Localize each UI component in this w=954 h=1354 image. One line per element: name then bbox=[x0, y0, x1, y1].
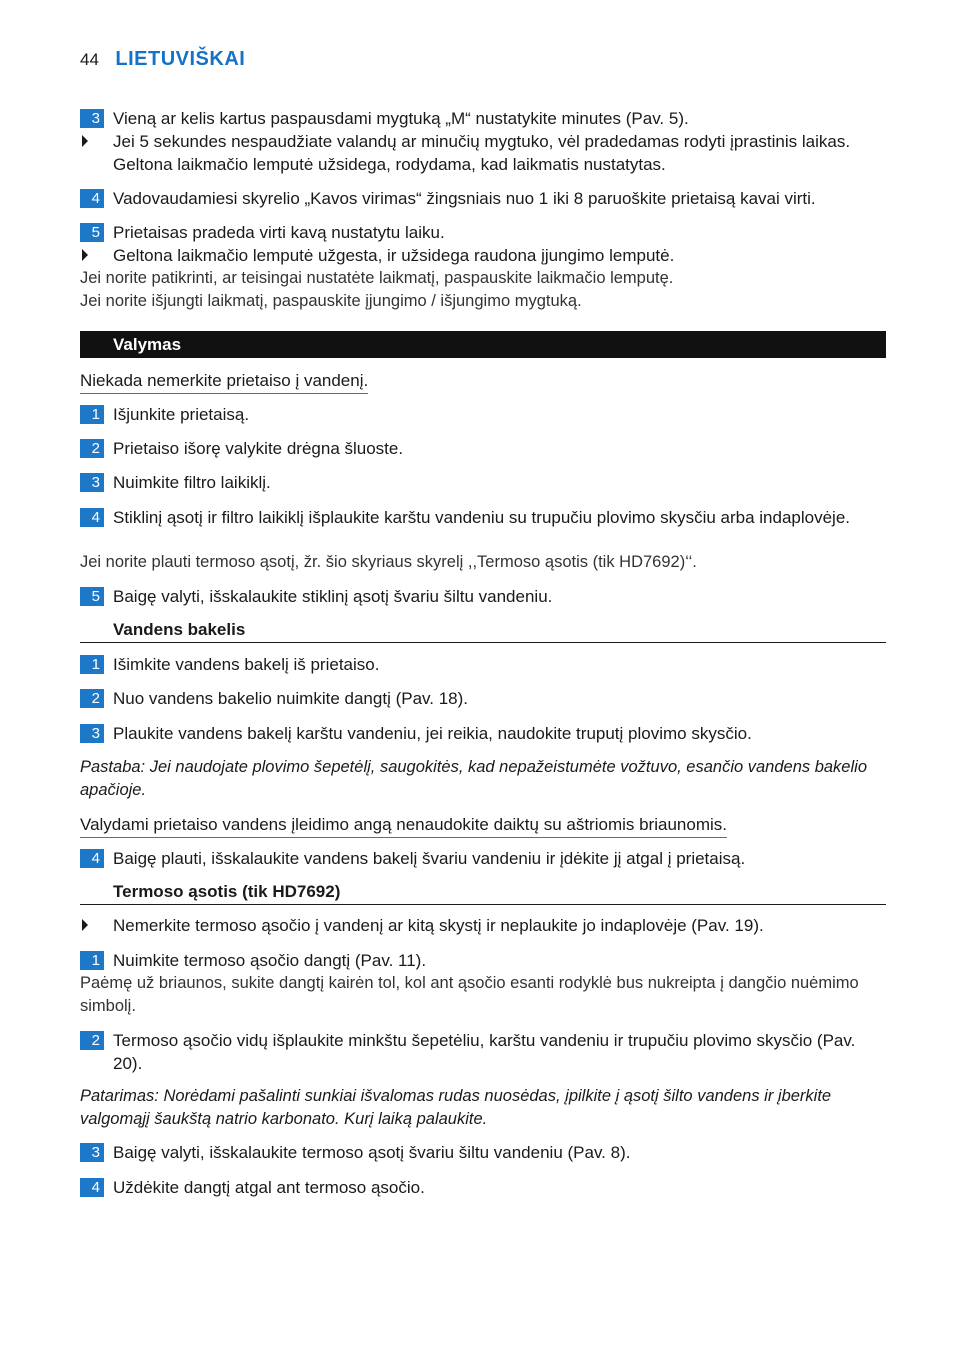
step-number-badge: 5 bbox=[80, 587, 104, 606]
step-text: Plaukite vandens bakelį karštu vandeniu, jei reikia, naudokite truputį plovimo skysčio. bbox=[113, 724, 752, 743]
timer-step-4 bbox=[80, 187, 886, 210]
step-number-badge: 2 bbox=[80, 1031, 104, 1050]
timer-step-3 bbox=[80, 107, 886, 130]
step-text: Stiklinį ąsotį ir filtro laikiklį išplaukite karštu vandeniu su trupučiu plovimo skysčiu arba indaplovėje. bbox=[113, 508, 851, 527]
subheading-water-tank: Vandens bakelis bbox=[80, 618, 886, 643]
step-number-badge: 2 bbox=[80, 689, 104, 708]
cleaning-step-2 bbox=[80, 437, 886, 460]
step-text: Vadovaudamiesi skyrelio „Kavos virimas“ žingsniais nuo 1 iki 8 paruoškite prietaisą kavai virti. bbox=[113, 189, 816, 208]
step-text: Išjunkite prietaisą. bbox=[113, 405, 250, 424]
cleaning-warning bbox=[80, 369, 886, 394]
thermos-step-4 bbox=[80, 1176, 886, 1199]
step-text: Išimkite vandens bakelį iš prietaiso. bbox=[113, 655, 380, 674]
page-header bbox=[80, 48, 245, 74]
cleaning-step-1 bbox=[80, 403, 886, 426]
step-number-badge: 4 bbox=[80, 1178, 104, 1197]
step-number-badge: 2 bbox=[80, 439, 104, 458]
subheading-thermos: Termoso ąsotis (tik HD7692) bbox=[80, 880, 886, 905]
step-number-badge: 3 bbox=[80, 724, 104, 743]
step-number-badge: 4 bbox=[80, 849, 104, 868]
bullet-text: Jei 5 sekundes nespaudžiate valandų ar minučių mygtuko, vėl pradedamas rodyti įprastinis laikas. Geltona laikmačio lemputė užsidega, rodydama, kad laikmatis nustatytas. bbox=[113, 132, 851, 174]
tank-step-2 bbox=[80, 687, 886, 710]
timer-bullet-2 bbox=[80, 244, 886, 267]
thermos-bullet bbox=[80, 914, 886, 937]
section-heading-cleaning: Valymas bbox=[80, 331, 886, 358]
thermos-step-2 bbox=[80, 1029, 886, 1075]
step-text: Termoso ąsočio vidų išplaukite minkštu šepetėliu, karštu vandeniu ir trupučiu plovimo skysčio (Pav. 20). bbox=[113, 1031, 856, 1073]
thermos-tip: Patarimas: Norėdami pašalinti sunkiai išvalomas rudas nuosėdas, įpilkite į ąsotį šilto vandens ir įberkite valgomąjį šaukštą natrio karbonato. Kurį laiką palaukite. bbox=[80, 1087, 832, 1128]
step-number-badge: 1 bbox=[80, 655, 104, 674]
step-text: Nuimkite filtro laikiklį. bbox=[113, 473, 271, 492]
step-number-badge: 5 bbox=[80, 223, 104, 242]
step-text: Baigę valyti, išskalaukite termoso ąsotį švariu šiltu vandeniu (Pav. 8). bbox=[113, 1143, 631, 1162]
timer-bullet-1 bbox=[80, 130, 886, 176]
timer-step-5 bbox=[80, 221, 886, 244]
warning-text: Niekada nemerkite prietaiso į vandenį. bbox=[80, 369, 368, 394]
language-title: LIETUVIŠKAI bbox=[115, 48, 246, 70]
tank-step-1 bbox=[80, 653, 886, 676]
step-number-badge: 3 bbox=[80, 109, 104, 128]
tank-step-4 bbox=[80, 847, 886, 870]
timer-note-2: Jei norite išjungti laikmatį, paspauskite įjungimo / išjungimo mygtuką. bbox=[80, 292, 582, 310]
tank-warning bbox=[80, 813, 886, 838]
step-number-badge: 3 bbox=[80, 473, 104, 492]
cleaning-step-4 bbox=[80, 506, 886, 529]
step-text: Baigę plauti, išskalaukite vandens bakelį švariu vandeniu ir įdėkite jį atgal į prietaisą. bbox=[113, 849, 746, 868]
bullet-arrow-icon bbox=[80, 130, 113, 150]
cleaning-step-5 bbox=[80, 585, 886, 608]
step-text: Baigę valyti, išskalaukite stiklinį ąsotį švariu šiltu vandeniu. bbox=[113, 587, 553, 606]
tank-note: Pastaba: Jei naudojate plovimo šepetėlį, saugokitės, kad nepažeistumėte vožtuvo, esančio vandens bakelio apačioje. bbox=[80, 758, 867, 799]
bullet-text: Geltona laikmačio lemputė užgesta, ir užsidega raudona įjungimo lemputė. bbox=[113, 246, 675, 265]
step-number-badge: 1 bbox=[80, 405, 104, 424]
page-number: 44 bbox=[80, 49, 99, 69]
step-number-badge: 1 bbox=[80, 951, 104, 970]
timer-note-1: Jei norite patikrinti, ar teisingai nustatėte laikmatį, paspauskite laikmačio lemputę. bbox=[80, 269, 674, 287]
cleaning-step-3 bbox=[80, 471, 886, 494]
step-text: Vieną ar kelis kartus paspausdami mygtuką „M“ nustatykite minutes (Pav. 5). bbox=[113, 109, 689, 128]
step-text: Uždėkite dangtį atgal ant termoso ąsočio. bbox=[113, 1178, 425, 1197]
step-number-badge: 3 bbox=[80, 1143, 104, 1162]
thermos-step-1-note: Paėmę už briaunos, sukite dangtį kairėn tol, kol ant ąsočio esanti rodyklė bus nukreipta į dangčio nuėmimo simbolį. bbox=[80, 974, 859, 1015]
step-number-badge: 4 bbox=[80, 189, 104, 208]
step-text: Nuimkite termoso ąsočio dangtį (Pav. 11). bbox=[113, 951, 427, 970]
step-text: Prietaisas pradeda virti kavą nustatytu laiku. bbox=[113, 223, 445, 242]
bullet-arrow-icon bbox=[80, 244, 113, 264]
step-number-badge: 4 bbox=[80, 508, 104, 527]
step-text: Prietaiso išorę valykite drėgna šluoste. bbox=[113, 439, 404, 458]
bullet-arrow-icon bbox=[80, 914, 113, 934]
bullet-text: Nemerkite termoso ąsočio į vandenį ar kitą skystį ir neplaukite jo indaplovėje (Pav. 19). bbox=[113, 916, 764, 935]
tank-step-3 bbox=[80, 722, 886, 745]
thermos-step-1 bbox=[80, 949, 886, 972]
thermos-step-3 bbox=[80, 1141, 886, 1164]
step-text: Nuo vandens bakelio nuimkite dangtį (Pav. 18). bbox=[113, 689, 468, 708]
cleaning-note: Jei norite plauti termoso ąsotį, žr. šio skyriaus skyrelį ,,Termoso ąsotis (tik HD7692)‘‘. bbox=[80, 553, 697, 571]
warning-text: Valydami prietaiso vandens įleidimo angą nenaudokite daiktų su aštriomis briaunomis. bbox=[80, 813, 727, 838]
